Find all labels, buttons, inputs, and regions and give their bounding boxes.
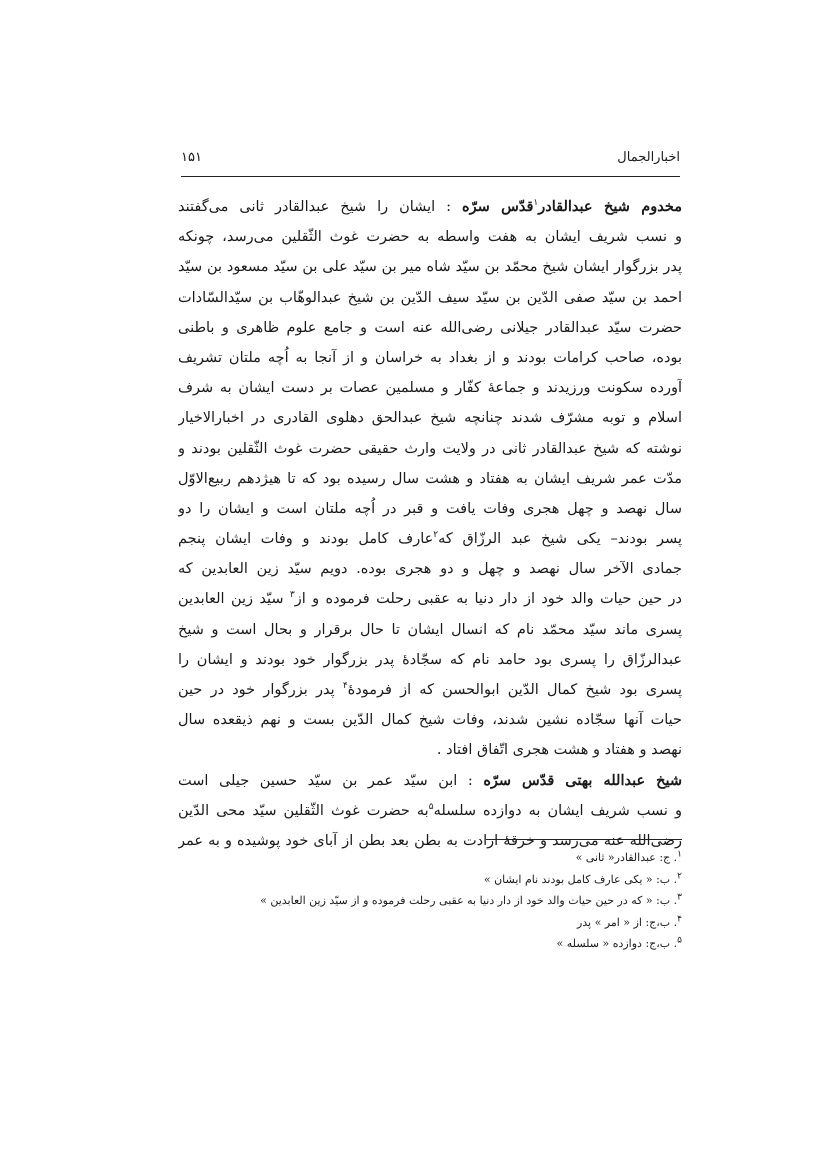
line-text: پسری ماند سیّد محمّد نام که انسال ایشان تا حال برقرار و بحال است و شیخ [178, 621, 682, 638]
footnote-number: ۵ [677, 935, 682, 946]
bold-heading: مخدوم شیخ عبدالقادر [538, 198, 682, 215]
line-text: اسلام و توبه مشرّف شدند چنانچه شیخ عبدالحق دهلوی القادری در اخبارالاخیار [178, 410, 682, 427]
line-text: و نسب شریف ایشان به دوازده سلسله [433, 802, 682, 819]
text-line [178, 584, 682, 614]
text-line [178, 434, 682, 464]
text-line [178, 343, 682, 373]
line-text: به حضرت غوث الثّقلین سیّد محی الدّین [178, 802, 429, 819]
footnote [178, 847, 682, 869]
line-text: نوشته که شیخ عبدالقادر ثانی در ولایت وارث حقیقی حضرت غوث الثّقلین بودند و [178, 440, 682, 457]
line-text: در حین حیات والد خود از دار دنیا به عقبی رحلت فرموده و از [294, 591, 682, 608]
footnote-marker: ۵ [428, 801, 434, 812]
footnote [178, 933, 682, 955]
text-line [178, 675, 682, 705]
footnote-text: . ب: « که در حین حیات والد خود از دار دنیا به عقبی رحلت فرموده و از سیّد زین العابدین » [260, 894, 678, 907]
line-text: حضرت سیّد عبدالقادر جیلانی رضی‌الله عنه است و جامع علوم ظاهری و باطنی [178, 319, 682, 336]
line-text: نهصد و هفتاد و هشت هجری اتّفاق افتاد . [436, 742, 682, 759]
line-text: سیّد زین العابدین [178, 591, 290, 608]
body-text [178, 192, 682, 856]
footnotes [178, 847, 682, 955]
footnote-text: . ب،ج: دوازده « سلسله » [556, 937, 678, 950]
text-line [178, 615, 682, 645]
running-head-title: اخبارالجمال [617, 150, 680, 165]
line-text: : ایشان را شیخ عبدالقادر ثانی می‌گفتند [178, 199, 463, 215]
text-line [178, 313, 682, 343]
text-line [178, 554, 682, 584]
text-line [178, 403, 682, 433]
footnote-text: . ب: « یکی عارف کامل بودند نام ایشان » [483, 872, 678, 886]
text-line [178, 464, 682, 494]
bold-heading: قدّس سرّه [462, 198, 534, 215]
line-text: : ابن سیّد عمر بن سیّد حسین جیلی است [178, 772, 484, 789]
footnote-marker: ۴ [342, 681, 348, 692]
line-text: حیات آنها سجّاده نشین شدند، وفات شیخ کمال الدّین بست و نهم ذیقعده سال [178, 712, 682, 729]
text-line [178, 494, 682, 524]
line-text: عبدالرزّاق را پسری بود حامد نام که سجّادهٔ پدر بزرگوار خود بودند و ایشان را [178, 651, 682, 668]
running-head [181, 150, 680, 172]
header-rule [181, 176, 680, 177]
line-text: بوده، صاحب کرامات بودند و از بغداد به خراسان و از آنجا به اُچه ملتان تشریف [178, 349, 682, 366]
text-line [178, 796, 682, 826]
text-line [178, 705, 682, 735]
text-line [178, 283, 682, 313]
line-text: احمد بن سیّد صفی الدّین بن سیّد سیف الدّین بن شیخ عبدالوهّاب بن سیّدالسّادات [178, 289, 682, 306]
text-line [178, 766, 682, 796]
bold-heading: شیخ عبدالله بهتی قدّس سرّه [483, 771, 682, 789]
line-text: عارف کامل بودند و وفات ایشان پنجم [178, 531, 434, 548]
line-text: مدّت عمر شریف ایشان به هفتاد و هشت سال رسیده بود که تا هیژدهم ربیع‌الاوّل [178, 470, 682, 487]
footnote-marker: ۲ [433, 530, 439, 541]
footnote-separator [486, 839, 682, 840]
footnote-text: . ج: عبدالقادر« ثانی » [575, 851, 678, 864]
line-text: پدر بزرگوار خود در حین [178, 682, 343, 698]
text-line [178, 524, 682, 554]
footnote-marker: ۱ [533, 198, 539, 209]
footnote [178, 869, 682, 891]
page-number: ۱۵۱ [181, 150, 202, 165]
text-line [178, 192, 682, 222]
text-line [178, 735, 682, 765]
footnote [178, 912, 682, 934]
text-line [178, 373, 682, 403]
line-text: پسری بود شیخ کمال الدّین ابوالحسن که از فرمودهٔ [347, 682, 682, 698]
footnote-number: ۱ [677, 849, 682, 860]
line-text: و نسب شریف ایشان به هفت واسطه به حضرت غوث الثّقلین می‌رسد، چونکه [178, 229, 682, 246]
footnote-number: ۴ [677, 913, 682, 924]
text-line [178, 645, 682, 675]
text-line [178, 252, 682, 282]
text-line [178, 222, 682, 252]
footnote [178, 890, 682, 912]
footnote-text: . ب،ج: از « امر » پدر [576, 915, 678, 929]
line-text: جمادی الآخر سال نهصد و چهل و دو هجری بوده. دویم سیّد زین العابدین که [178, 561, 682, 578]
line-text: آورده سکونت ورزیدند و جماعهٔ کفّار و مسلمین عصات بر دست ایشان به شرف [178, 380, 682, 397]
line-text: سال نهصد و چهل هجری وفات یافت و قبر در اُچه ملتان است و ایشان را دو [178, 500, 682, 517]
line-text: پدر بزرگوار ایشان شیخ محمّد بن سیّد شاه میر بن سیّد علی بن سیّد مسعود بن سیّد [178, 259, 682, 276]
footnote-marker: ۳ [289, 590, 295, 601]
line-text: پسر بودند– یکی شیخ عبد الرزّاق که [438, 531, 682, 548]
footnote-number: ۳ [677, 892, 682, 903]
footnote-number: ۲ [677, 870, 682, 881]
line-text: رضی‌الله عنه می‌رسد و خرقهٔ ارادت به بطن بعد بطن از آبای خود پوشیده و به عمر [178, 832, 682, 849]
